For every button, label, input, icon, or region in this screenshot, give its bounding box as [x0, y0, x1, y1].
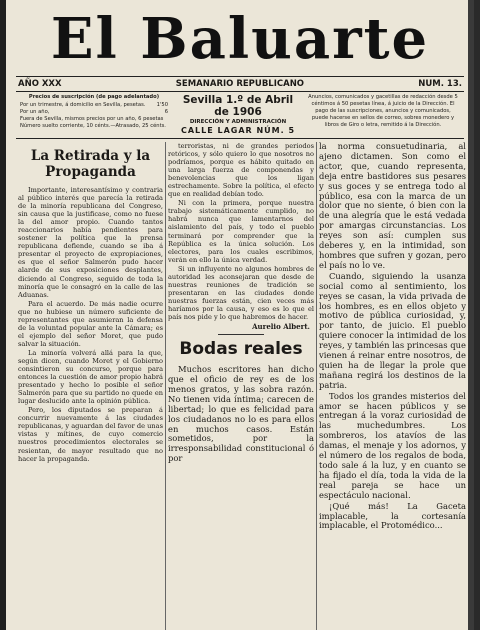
masthead-title: El Baluarte [50, 6, 430, 72]
office-address: CALLE LAGAR NÚM. 5 [180, 126, 296, 135]
paragraph: terroristas, ni de grandes periodos retóricos, y sólo quiero lo que nosotros no podríamos, porque es hábito quitado en una larga fuerza de componendas y benevolencias que los ligan estrechamente. Sobre la política, el efecto que en realidad debían todo. [168, 142, 314, 199]
office-label: DIRECCIÓN Y ADMINISTRACIÓN [189, 119, 287, 125]
issue-number: NUM. 13. [418, 79, 462, 89]
paragraph: La minoría volverá allá para la que, según dicen, cuando Moret y el Gobierno consintieron su concurso, porque para entonces la cuestión de amor propio habrá presentado y hecho lo posible el señor Salmerón para que su partido no quede en lugar deslucido ante la opinión pública. [18, 348, 163, 406]
subscription-row: Número suelto corriente, 10 cénts.—Atrasado, 25 cénts. [20, 123, 166, 129]
subscription-heading: Precios de suscripción (de pago adelantado) [28, 94, 160, 100]
paragraph: Ni con la primera, porque nuestra trabajo sistemáticamente cumplido, no habrá nunca que lamentarnos del aislamiento del país, y todo el pueblo terminará por comprender que la República es la única solución. Los electores, para los cuales escribimos, verán en ello la única verdad. [168, 199, 314, 264]
subtitle: SEMANARIO REPUBLICANO [175, 79, 305, 89]
column-separator [316, 142, 317, 630]
subscription-row: Por un trimestre, á domicilio en Sevilla, pesetas. 1'50 [20, 102, 168, 108]
paragraph: la norma consuetudinaria, al ajeno dictamen. Son como el actor, que, cuando representa, deja entre bastidores sus pesares y sus goces y se entrega todo al público, esa con la marca de un dolor que no siente, ó bien con la de una alegría que le está vedada por amargas circunstancias. Los reyes son así: cumplen sus deberes y, en la intimidad, son hombres que sufren y gozan, pero el país no lo ve. [319, 142, 466, 270]
paragraph: Importante, interesantísimo y contraria al público interés que parecía la retirada de la minoría republicana del Congreso, sin causa que la justificase, como no fuese la del amor propio. Cuando tantos reaccionarios había pendientes para sostener la política que la prensa republicana defiende, cuando se iba á presentar el proyecto de expropiaciones, es que el señor Salmerón pudo hacer alarde de sus exposiciones desplantes, diciendo al Congreso, seguido de toda la minoría que le consagró en la calle de las Aduanas. [18, 186, 163, 299]
notices-text: Anuncios, comunicados y gacetillas de redacción desde 5 céntimos á 50 pesetas línea, á juicio de la Dirección. El pago de las suscripciones, anuncios y comunicados, puede hacerse en sellos de correo, sobres monedero y libros de Giro o letra, remitido á la Dirección. [308, 94, 458, 128]
edition-date: Sevilla 1.º de Abril de 1906 [182, 94, 294, 118]
column-2 [168, 142, 314, 630]
article-headline: La Retirada y la Propaganda [30, 148, 151, 180]
edition-box [176, 94, 300, 136]
paragraph: Para el acuerdo. De más nadie ocurre que no hubiese un número suficiente de representantes que asumieran la defensa de la voluntad popular ante la Cámara; es el ejemplo del señor Moret, que pudo salvar la situación. [18, 299, 163, 348]
subscription-row: Fuera de Sevilla, mismos precios por un año, 6 pesetas [20, 116, 164, 122]
notices-box [308, 94, 458, 136]
paragraph: Cuando, siguiendo la usanza social como al sentimiento, los reyes se casan, la vida privada de los hombres, es en ellos objeto y motivo de pública curiosidad, y, por tanto, de juicio. El pueblo quiere conocer la intimidad de los reyes, y también las princesas que vienen á reinar entre nosotros, de quien ha de llegar la prole que mañana regirá los destinos de la patria. [319, 270, 466, 390]
top-rule [16, 76, 464, 77]
paragraph: ¡Qué más! La Gaceta implacable, la cortesanía implacable, el Protomédico... [319, 500, 466, 531]
article-headline: Bodas reales [179, 339, 303, 360]
subscription-box [20, 94, 168, 136]
column-separator [165, 142, 166, 630]
column-1 [18, 142, 163, 630]
newspaper-page [6, 0, 474, 630]
column-3 [319, 142, 466, 630]
rule-above-columns [16, 138, 464, 139]
article-divider [218, 334, 264, 335]
author-signature: Aurelio Albert. [252, 322, 310, 332]
page-gutter [468, 0, 474, 630]
rule-below-bar [16, 91, 464, 92]
paragraph: Si un influyente no algunos hombres de autoridad les aconsejaran que desde de nuestras reuniones de tradición se presentaran en las ciudades donde nuestras fuerzas están, cien veces más haríamos por la causa, y eso es lo que el país nos pide y lo que habremos de hacer. [168, 264, 314, 321]
paragraph: Muchos escritores han dicho que el oficio de rey es de los menos gratos, y las sobra razón. No tienen vida íntima; carecen de libertad; lo que es felicidad para los ciudadanos no lo es para ellos en muchos casos. Están sometidos, por la irresponsabilidad constitucional ó por [168, 364, 314, 464]
issue-bar [18, 78, 462, 90]
subscription-row: Por un año, 6 [20, 109, 168, 115]
paragraph: Todos los grandes misterios del amor se hacen públicos y se entregan á la voraz curiosidad de las muchedumbres. Los sombreros, los atavíos de las damas, el menaje y los adornos, y el número de los regalos de boda, todo sale á la luz, y en cuanto se ha fijado el día, toda la vida de la real pareja se hace un espectáculo nacional. [319, 390, 466, 500]
year-label: AÑO XXX [18, 79, 62, 89]
paragraph: Pero, los diputados se preparan á concurrir nuevamente á las ciudades republicanas, y aguardan del favor de unas vistas y mítines, de cuyo comercio nuestros procedimientos electorales se resientan, de mayor resultado que no hacer la propaganda. [18, 406, 163, 463]
